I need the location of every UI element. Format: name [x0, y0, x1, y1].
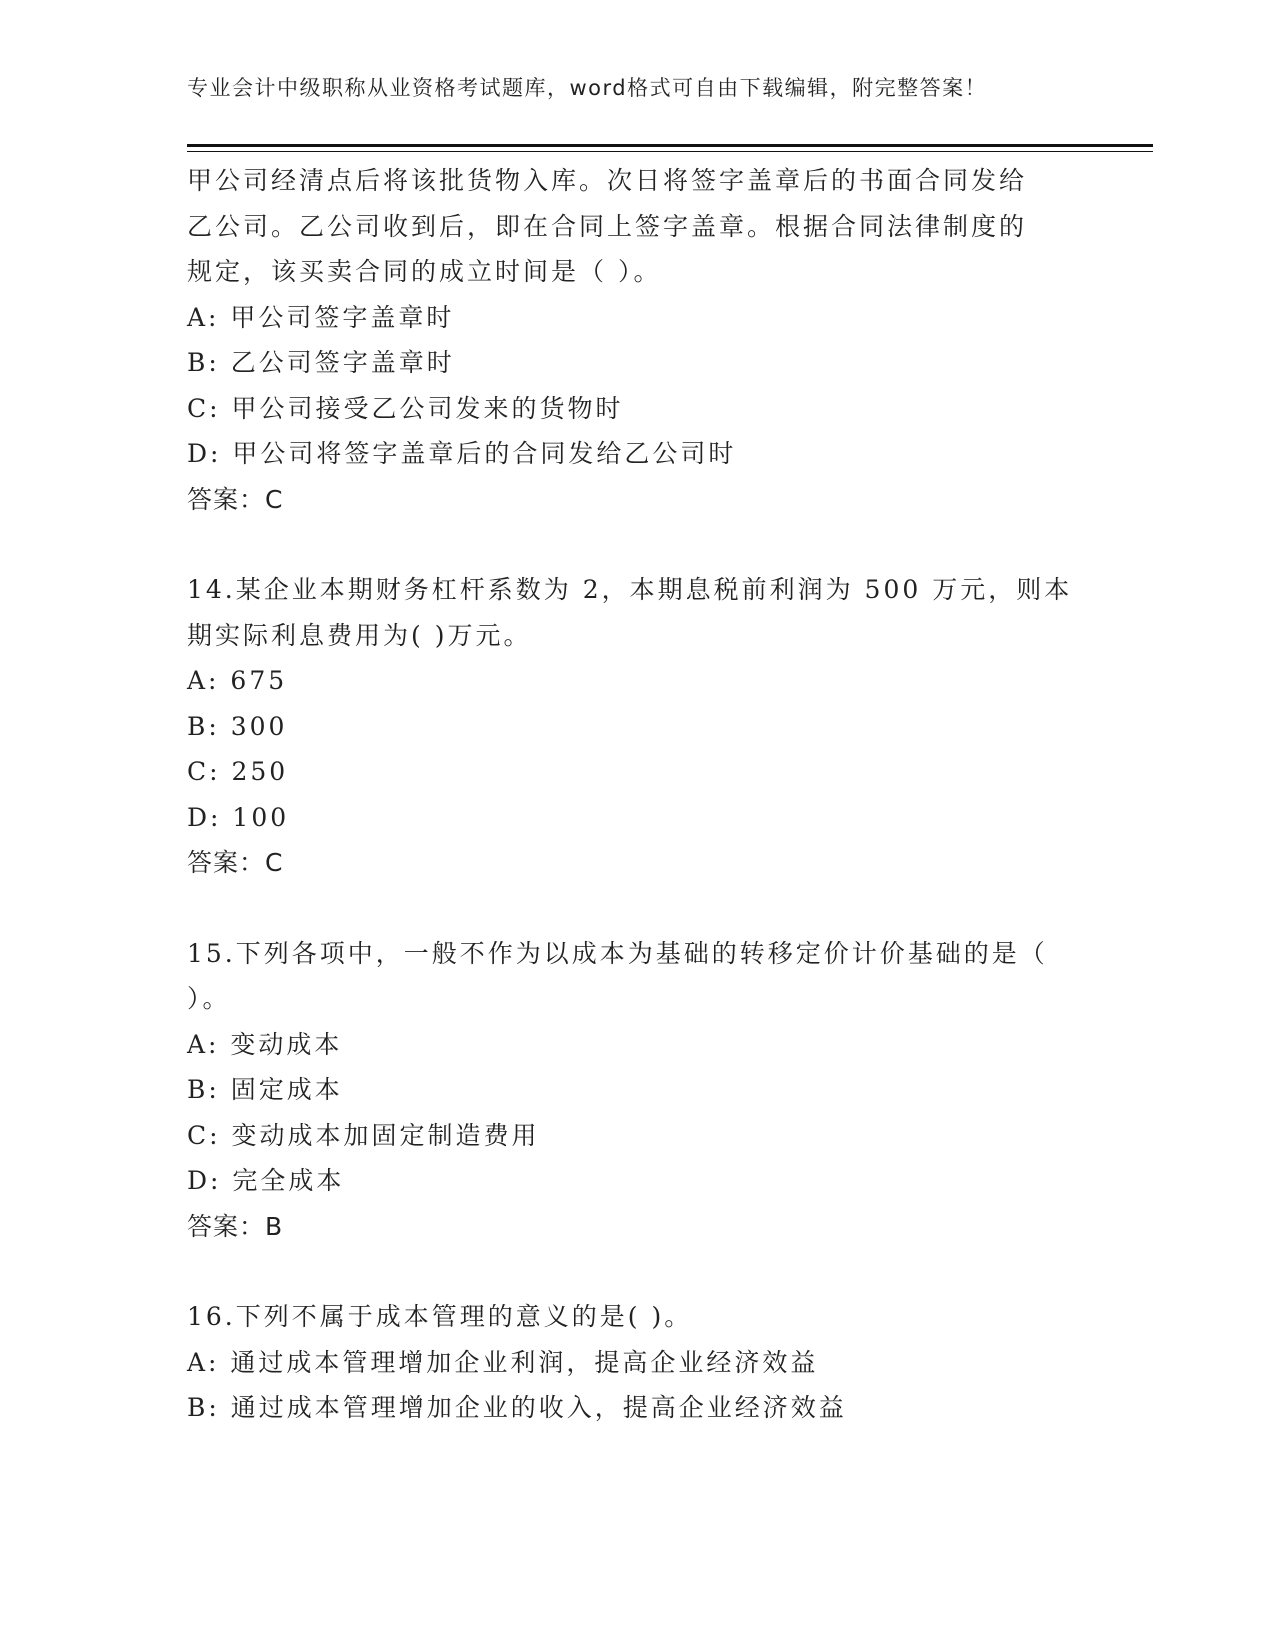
question-13-stem-line: 乙公司。乙公司收到后，即在合同上签字盖章。根据合同法律制度的 [187, 211, 1028, 241]
question-15-option-d: D: 完全成本 [187, 1166, 345, 1195]
question-15-option-a: A: 变动成本 [187, 1029, 343, 1059]
question-13-option-a: A: 甲公司签字盖章时 [187, 302, 455, 332]
question-13-option-c: C: 甲公司接受乙公司发来的货物时 [187, 393, 624, 423]
question-16-option-b: B: 通过成本管理增加企业的收入，提高企业经济效益 [187, 1393, 847, 1422]
question-13-option-d: D: 甲公司将签字盖章后的合同发给乙公司时 [187, 439, 737, 468]
question-15-option-b: B: 固定成本 [187, 1075, 343, 1104]
question-14-option-a: A: 675 [187, 666, 288, 695]
question-15-option-c: C: 变动成本加固定制造费用 [187, 1120, 540, 1150]
question-14-option-d: D: 100 [187, 802, 290, 832]
document-body [187, 158, 1087, 1431]
question-13-stem-line: 甲公司经清点后将该批货物入库。次日将签字盖章后的书面合同发给 [187, 166, 1028, 195]
question-13-option-b: B: 乙公司签字盖章时 [187, 348, 455, 377]
question-13-answer: 答案：C [187, 484, 284, 514]
question-15 [187, 931, 1087, 1250]
question-16 [187, 1294, 1087, 1431]
question-14-option-b: B: 300 [187, 711, 288, 741]
question-15-stem-line: ）。 [187, 984, 231, 1013]
question-14-answer: 答案：C [187, 848, 284, 877]
page-header: 专业会计中级职称从业资格考试题库，word格式可自由下载编辑，附完整答案！ [187, 76, 988, 100]
question-13-stem-line: 规定，该买卖合同的成立时间是（ ）。 [187, 257, 662, 286]
question-14-stem-line: 期实际利息费用为( )万元。 [187, 620, 532, 650]
question-16-option-a: A: 通过成本管理增加企业利润，提高企业经济效益 [187, 1347, 819, 1377]
question-13 [187, 158, 1087, 522]
question-16-stem-line: 16.下列不属于成本管理的意义的是( )。 [187, 1302, 693, 1331]
question-15-answer: 答案：B [187, 1211, 284, 1241]
question-14-stem-line: 14.某企业本期财务杠杆系数为 2，本期息税前利润为 500 万元，则本 [187, 575, 1073, 604]
question-14-option-c: C: 250 [187, 757, 289, 786]
question-14 [187, 567, 1087, 886]
header-divider [187, 144, 1153, 152]
question-15-stem-line: 15.下列各项中，一般不作为以成本为基础的转移定价计价基础的是（ [187, 938, 1048, 968]
